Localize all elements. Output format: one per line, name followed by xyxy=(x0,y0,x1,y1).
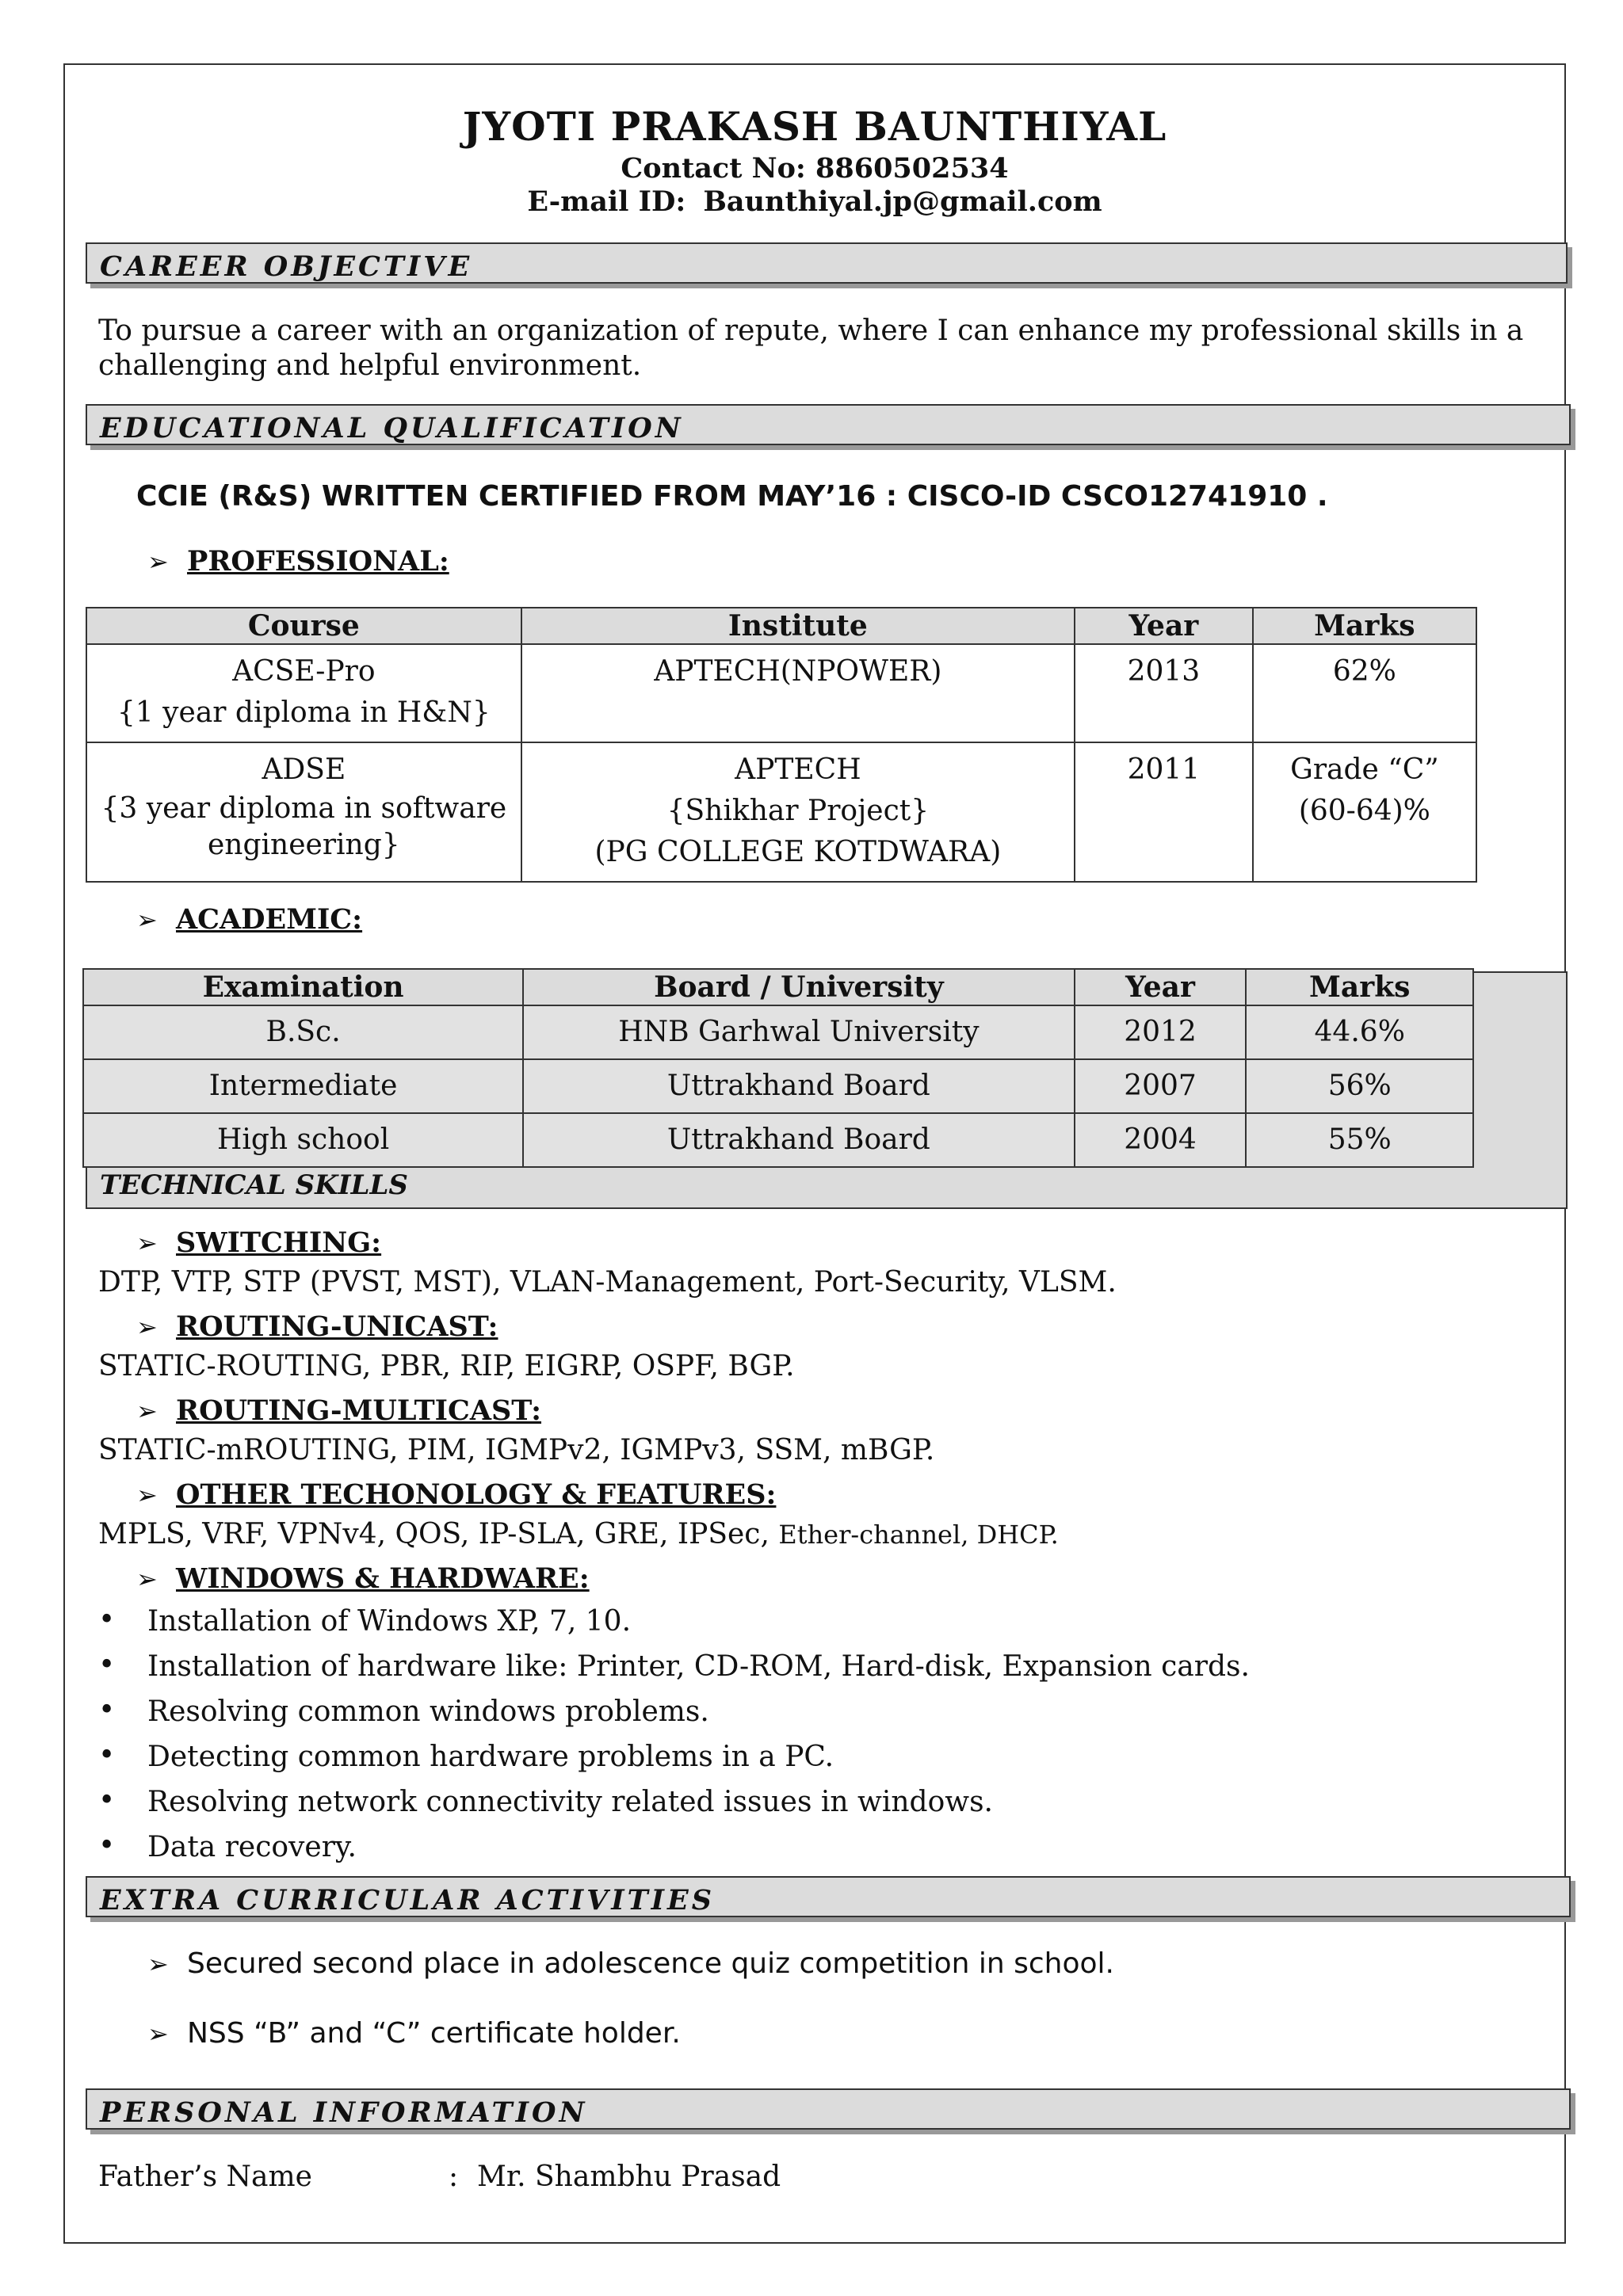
other-technology-subheading: ➢ OTHER TECHONOLOGY & FEATURES: xyxy=(136,1478,777,1511)
father-name-label: Father’s Name xyxy=(98,2161,312,2193)
table-cell: APTECH {Shikhar Project} (PG COLLEGE KOTDWARA) xyxy=(521,742,1075,882)
list-item: • Installation of Windows XP, 7, 10. xyxy=(98,1605,1250,1650)
table-row xyxy=(83,1059,1473,1113)
professional-subheading: ➢ PROFESSIONAL: xyxy=(147,545,449,578)
ccie-certification: CCIE (R&S) WRITTEN CERTIFIED FROM MAY’16 : CISCO-ID CSCO12741910 . xyxy=(136,480,1328,513)
table-cell: 62% xyxy=(1253,644,1476,742)
windows-hardware-list xyxy=(98,1605,1250,1876)
academic-table xyxy=(82,968,1474,1168)
table-cell: Intermediate xyxy=(83,1059,523,1113)
column-header: Institute xyxy=(521,608,1075,644)
table-cell: Uttrakhand Board xyxy=(523,1059,1074,1113)
email-value: Baunthiyal.jp@gmail.com xyxy=(703,185,1102,218)
education-heading: EDUCATIONAL QUALIFICATION xyxy=(86,404,1571,445)
contact-number: Contact No: 8860502534 xyxy=(621,152,1009,185)
table-cell: Uttrakhand Board xyxy=(523,1113,1074,1167)
extra-item: ➢ NSS “B” and “C” certificate holder. xyxy=(147,2017,681,2050)
list-item: • Resolving network connectivity related issues in windows. xyxy=(98,1786,1250,1831)
arrow-icon: ➢ xyxy=(147,2019,169,2049)
list-item: • Detecting common hardware problems in a PC. xyxy=(98,1741,1250,1786)
routing-unicast-skills: STATIC-ROUTING, PBR, RIP, EIGRP, OSPF, BGP. xyxy=(98,1350,795,1383)
column-header: Examination xyxy=(83,969,523,1005)
column-header: Board / University xyxy=(523,969,1074,1005)
table-cell: Grade “C” (60-64)% xyxy=(1253,742,1476,882)
table-cell: B.Sc. xyxy=(83,1005,523,1059)
list-item: • Installation of hardware like: Printer, CD-ROM, Hard-disk, Expansion cards. xyxy=(98,1650,1250,1695)
column-header: Course xyxy=(86,608,521,644)
table-cell: ADSE {3 year diploma in software engineering} xyxy=(86,742,521,882)
professional-table xyxy=(86,607,1477,883)
career-objective-heading: CAREER OBJECTIVE xyxy=(86,242,1568,284)
routing-multicast-subheading: ➢ ROUTING-MULTICAST: xyxy=(136,1394,542,1427)
extra-curricular-heading: EXTRA CURRICULAR ACTIVITIES xyxy=(86,1876,1571,1917)
academic-subheading: ➢ ACADEMIC: xyxy=(136,903,363,936)
table-cell: 44.6% xyxy=(1246,1005,1473,1059)
table-cell: HNB Garhwal University xyxy=(523,1005,1074,1059)
other-technology-skills: MPLS, VRF, VPNv4, QOS, IP-SLA, GRE, IPSec, Ether-channel, DHCP. xyxy=(98,1518,1059,1550)
career-objective-text: To pursue a career with an organization of repute, where I can enhance my professional skills in a challenging and helpful environment. xyxy=(98,315,1524,382)
column-header: Year xyxy=(1075,608,1253,644)
technical-skills-heading: TECHNICAL SKILLS xyxy=(86,971,1568,1209)
column-header: Year xyxy=(1075,969,1247,1005)
table-cell: High school xyxy=(83,1113,523,1167)
table-cell: 2012 xyxy=(1075,1005,1247,1059)
table-header-row xyxy=(86,608,1476,644)
candidate-name: JYOTI PRAKASH BAUNTHIYAL xyxy=(462,103,1167,150)
table-cell: APTECH(NPOWER) xyxy=(521,644,1075,742)
arrow-icon: ➢ xyxy=(136,1396,158,1426)
table-row xyxy=(86,742,1476,882)
arrow-icon: ➢ xyxy=(147,547,169,577)
arrow-icon: ➢ xyxy=(136,1312,158,1342)
switching-skills: DTP, VTP, STP (PVST, MST), VLAN-Management, Port-Security, VLSM. xyxy=(98,1266,1117,1299)
personal-information-heading: PERSONAL INFORMATION xyxy=(86,2088,1571,2130)
column-header: Marks xyxy=(1246,969,1473,1005)
arrow-icon: ➢ xyxy=(147,1949,169,1979)
table-header-row xyxy=(83,969,1473,1005)
arrow-icon: ➢ xyxy=(136,1228,158,1258)
table-cell: ACSE-Pro {1 year diploma in H&N} xyxy=(86,644,521,742)
arrow-icon: ➢ xyxy=(136,1480,158,1510)
switching-subheading: ➢ SWITCHING: xyxy=(136,1226,382,1259)
routing-multicast-skills: STATIC-mROUTING, PIM, IGMPv2, IGMPv3, SSM, mBGP. xyxy=(98,1434,935,1466)
resume-page xyxy=(63,63,1566,2244)
windows-hardware-subheading: ➢ WINDOWS & HARDWARE: xyxy=(136,1562,590,1595)
table-row xyxy=(83,1113,1473,1167)
table-cell: 55% xyxy=(1246,1113,1473,1167)
table-row xyxy=(86,644,1476,742)
table-cell: 2011 xyxy=(1075,742,1253,882)
routing-unicast-subheading: ➢ ROUTING-UNICAST: xyxy=(136,1310,498,1343)
father-name-colon: : xyxy=(449,2161,459,2193)
table-cell: 2004 xyxy=(1075,1113,1247,1167)
extra-item: ➢ Secured second place in adolescence quiz competition in school. xyxy=(147,1947,1114,1980)
arrow-icon: ➢ xyxy=(136,905,158,935)
table-row xyxy=(83,1005,1473,1059)
list-item: • Resolving common windows problems. xyxy=(98,1695,1250,1741)
arrow-icon: ➢ xyxy=(136,1564,158,1594)
table-cell: 2007 xyxy=(1075,1059,1247,1113)
father-name-value: Mr. Shambhu Prasad xyxy=(477,2161,781,2193)
table-cell: 56% xyxy=(1246,1059,1473,1113)
column-header: Marks xyxy=(1253,608,1476,644)
list-item: • Data recovery. xyxy=(98,1831,1250,1876)
email-label: E-mail ID: xyxy=(527,185,686,218)
table-cell: 2013 xyxy=(1075,644,1253,742)
email-line xyxy=(65,185,1564,218)
